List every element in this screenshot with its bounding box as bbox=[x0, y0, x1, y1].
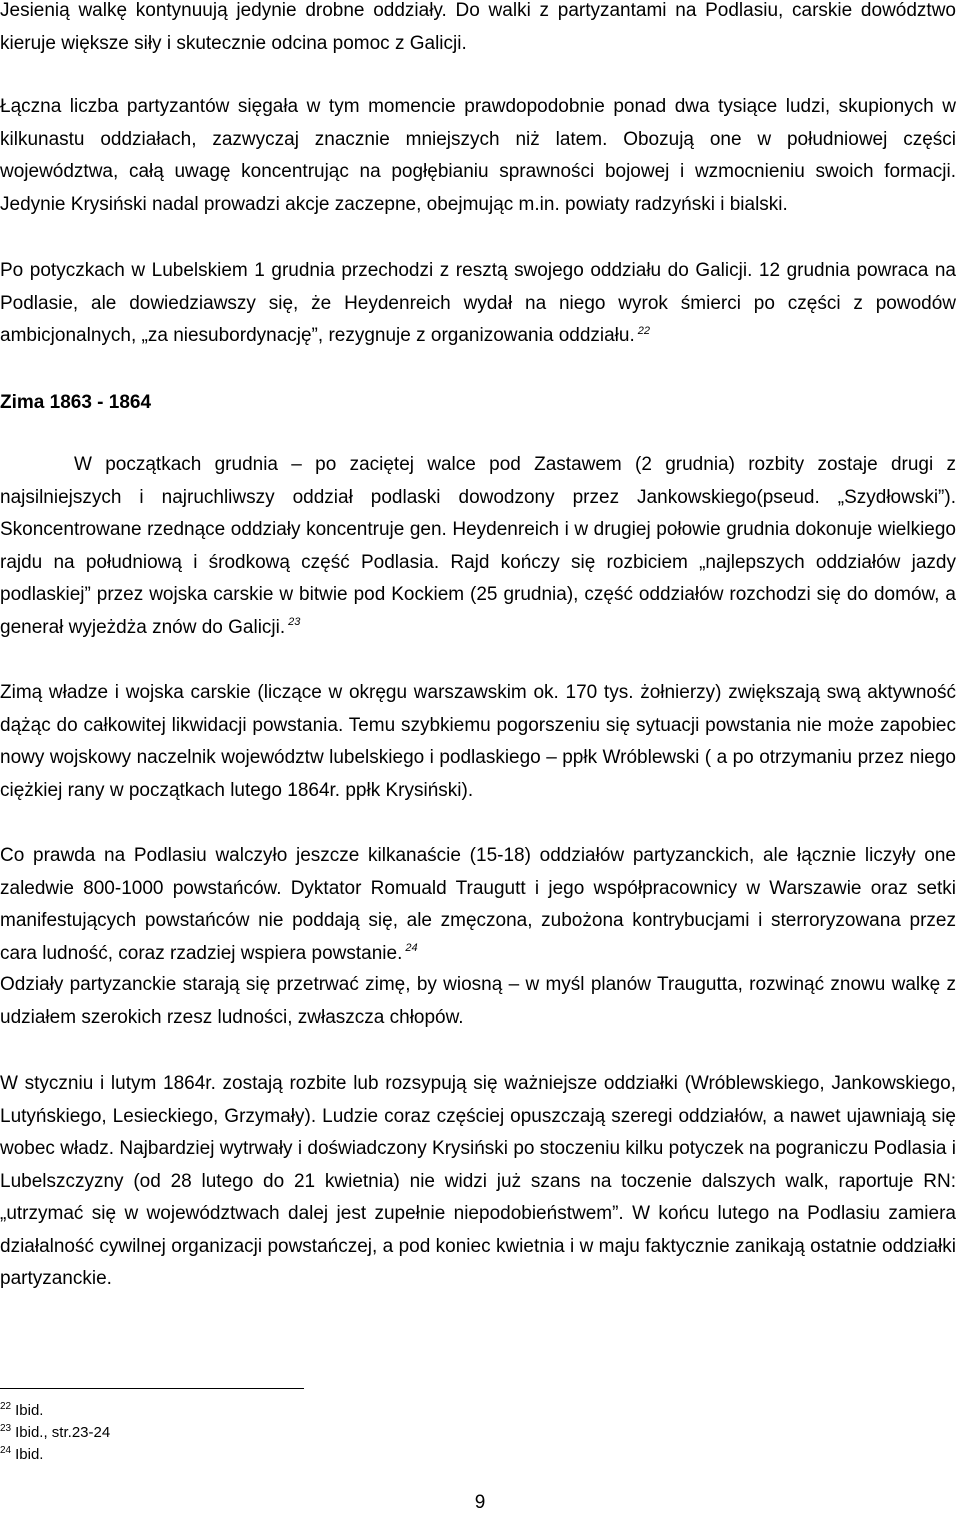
footnote-text: Ibid. bbox=[15, 1402, 44, 1419]
paragraph-1-text: Jesienią walkę kontynuują jedynie drobne oddziały. Do walki z partyzantami na Podlasiu, carskie dowództwo kieruje większe siły i skutecznie odcina pomoc z Galicji. bbox=[0, 0, 956, 54]
paragraph-5 bbox=[0, 677, 956, 807]
paragraph-2 bbox=[0, 91, 956, 221]
footnote-23 bbox=[0, 1422, 110, 1444]
footnote-number: 23 bbox=[0, 1423, 12, 1434]
footnote-ref-23: 23 bbox=[288, 616, 301, 629]
page-number: 9 bbox=[474, 1492, 486, 1513]
footnote-24 bbox=[0, 1444, 110, 1466]
footnote-text: Ibid., str.23-24 bbox=[15, 1424, 111, 1441]
paragraph-6 bbox=[0, 840, 956, 970]
footnote-number: 24 bbox=[0, 1445, 12, 1456]
footnotes bbox=[0, 1400, 110, 1466]
paragraph-8-text: W styczniu i lutym 1864r. zostają rozbite lub rozsypują się ważniejsze oddziałki (Wróblewskiego, Jankowskiego, Lutyńskiego, Lesieckiego, Grzymały). Ludzie coraz częściej opuszczają szeregi oddziałów, a nawet ujawniają się wobec władz. Najbardziej wytrwały i doświadczony Krysiński po stoczeniu kilku potyczek na pograniczu Podlasia i Lubelszczyzny (od 28 lutego do 21 kwietnia) nie widzi już szans na toczenie dalszych walk, raportuje RN: „utrzymać się w województwach dalej jest zupełnie niepodobieństwem”. W końcu lutego na Podlasiu zamiera działalność cywilnej organizacji powstańczej, a pod koniec kwietnia i w maju faktycznie zanikają ostatnie oddziałki partyzanckie. bbox=[0, 1073, 956, 1289]
paragraph-5-text: Zimą władze i wojska carskie (liczące w okręgu warszawskim ok. 170 tys. żołnierzy) zwiększają swą aktywność dążąc do całkowitej likwidacji powstania. Temu szybkiemu pogorszeniu się sytuacji powstania nie może zapobiec nowy wojskowy naczelnik województw lubelskiego i podlaskiego – ppłk Wróblewski ( a po otrzymaniu przez niego ciężkiej rany w początkach lutego 1864r. ppłk Krysiński). bbox=[0, 682, 956, 801]
footnote-22 bbox=[0, 1400, 110, 1422]
paragraph-7-text: Odziały partyzanckie starają się przetrwać zimę, by wiosną – w myśl planów Traugutta, rozwinąć znowu walkę z udziałem szerokich rzesz ludności, zwłaszcza chłopów. bbox=[0, 974, 956, 1028]
footnote-divider bbox=[0, 1388, 304, 1389]
paragraph-8 bbox=[0, 1068, 956, 1296]
paragraph-4 bbox=[0, 449, 956, 644]
footnote-text: Ibid. bbox=[15, 1446, 44, 1463]
footnote-ref-24: 24 bbox=[405, 942, 418, 955]
paragraph-3-text: Po potyczkach w Lubelskiem 1 grudnia przechodzi z resztą swojego oddziału do Galicji. 12 grudnia powraca na Podlasie, ale dowiedziawszy się, że Heydenreich wydał na niego wyrok śmierci po części z powodów ambicjonalnych, „za niesubordynację”, rezygnuje z organizowania oddziału. bbox=[0, 260, 956, 346]
paragraph-2-text: Łączna liczba partyzantów sięgała w tym momencie prawdopodobnie ponad dwa tysiące ludzi, skupionych w kilkunastu oddziałach, zazwyczaj znacznie mniejszych niż latem. Obozują one w południowej części województwa, całą uwagę koncentrując na pogłębianiu sprawności bojowej i wzmocnieniu swoich formacji. Jedynie Krysiński nadal prowadzi akcje zaczepne, obejmując m.in. powiaty radzyński i bialski. bbox=[0, 96, 956, 215]
paragraph-7 bbox=[0, 969, 956, 1034]
paragraph-1 bbox=[0, 0, 956, 60]
section-heading: Zima 1863 - 1864 bbox=[0, 392, 152, 413]
footnote-number: 22 bbox=[0, 1401, 12, 1412]
paragraph-6-text: Co prawda na Podlasiu walczyło jeszcze kilkanaście (15-18) oddziałów partyzanckich, ale łącznie liczyły one zaledwie 800-1000 powstańców. Dyktator Romuald Traugutt i jego współpracownicy w Warszawie oraz setki manifestujących powstańców nie poddają się, ale zmęczona, zubożona kontrybucjami i sterroryzowana przez cara ludność, coraz rzadziej wspiera powstanie. bbox=[0, 845, 956, 964]
footnote-ref-22: 22 bbox=[637, 324, 650, 337]
paragraph-4-text: W początkach grudnia – po zaciętej walce pod Zastawem (2 grudnia) rozbity zostaje drugi z najsilniejszych i najruchliwszy oddział podlaski dowodzony przez Jankowskiego(pseud. „Szydłowski”). Skoncentrowane rzednące oddziały koncentruje gen. Heydenreich i w drugiej połowie grudnia dokonuje wielkiego rajdu na południową i środkową część Podlasia. Rajd kończy się rozbiciem „najlepszych oddziałów jazdy podlaskiej” przez wojska carskie w bitwie pod Kockiem (25 grudnia), część oddziałów rozchodzi się do domów, a generał wyjeżdża znów do Galicji. bbox=[0, 454, 956, 638]
paragraph-3 bbox=[0, 255, 956, 353]
